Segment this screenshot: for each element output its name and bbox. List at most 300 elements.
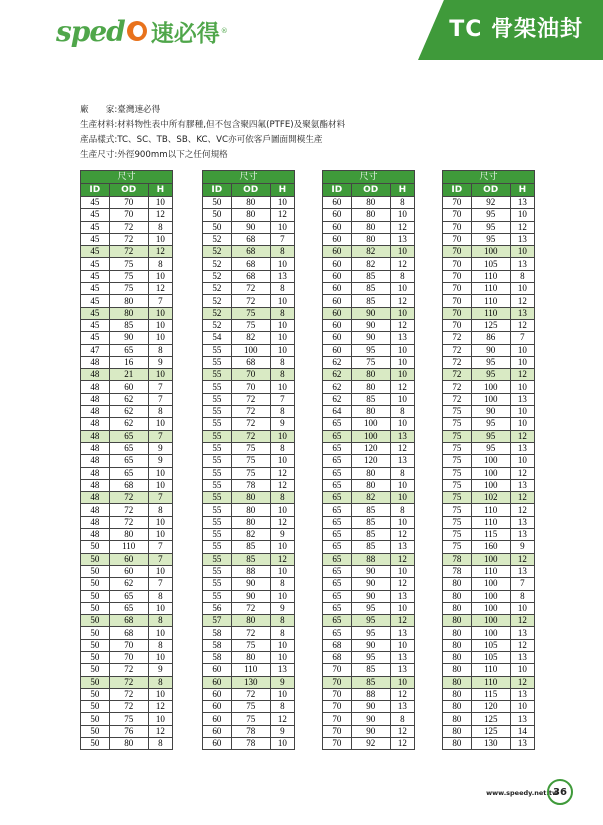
cell-h: 10 [148, 713, 172, 725]
cell-id: 58 [203, 627, 232, 639]
cell-h: 14 [510, 725, 534, 737]
cell-od: 72 [109, 221, 148, 233]
table-row [81, 627, 173, 639]
cell-od: 90 [351, 725, 390, 737]
table-row [443, 504, 535, 516]
cell-h: 7 [510, 578, 534, 590]
footer-url: www.speedy.net.tw [486, 789, 558, 797]
cell-h: 7 [148, 541, 172, 553]
table-row [81, 713, 173, 725]
cell-od: 86 [471, 332, 510, 344]
cell-id: 60 [323, 295, 352, 307]
cell-od: 65 [109, 430, 148, 442]
cell-id: 80 [443, 578, 472, 590]
cell-od: 80 [109, 307, 148, 319]
cell-id: 48 [81, 381, 110, 393]
cell-od: 85 [231, 541, 270, 553]
cell-h: 8 [270, 701, 294, 713]
cell-od: 130 [231, 676, 270, 688]
cell-od: 100 [351, 430, 390, 442]
cell-h: 12 [510, 492, 534, 504]
cell-od: 62 [109, 406, 148, 418]
cell-h: 13 [390, 664, 414, 676]
cell-od: 95 [471, 233, 510, 245]
logo-chinese-name: 速必得 [150, 19, 220, 47]
table-row [81, 455, 173, 467]
cell-h: 10 [270, 738, 294, 750]
cell-h: 10 [390, 283, 414, 295]
table-row [443, 541, 535, 553]
cell-id: 65 [323, 479, 352, 491]
cell-id: 75 [443, 467, 472, 479]
cell-h: 10 [148, 233, 172, 245]
cell-od: 80 [351, 233, 390, 245]
cell-od: 125 [471, 319, 510, 331]
table-row [203, 406, 295, 418]
cell-id: 60 [323, 283, 352, 295]
table-row [443, 529, 535, 541]
cell-od: 80 [231, 651, 270, 663]
table-row [203, 578, 295, 590]
table-row [81, 676, 173, 688]
cell-od: 62 [109, 578, 148, 590]
cell-od: 68 [231, 356, 270, 368]
cell-id: 60 [323, 209, 352, 221]
size-table-2 [202, 170, 295, 750]
cell-h: 13 [390, 332, 414, 344]
cell-id: 65 [323, 467, 352, 479]
cell-id: 65 [323, 442, 352, 454]
cell-id: 52 [203, 246, 232, 258]
cell-id: 80 [443, 627, 472, 639]
cell-od: 110 [471, 270, 510, 282]
table-row [443, 701, 535, 713]
cell-id: 48 [81, 442, 110, 454]
cell-id: 75 [443, 406, 472, 418]
cell-od: 95 [471, 369, 510, 381]
cell-h: 10 [390, 676, 414, 688]
cell-h: 10 [510, 356, 534, 368]
cell-id: 48 [81, 455, 110, 467]
cell-od: 60 [109, 553, 148, 565]
cell-id: 65 [323, 615, 352, 627]
table-row [323, 529, 415, 541]
table-row [443, 221, 535, 233]
table-row [323, 504, 415, 516]
table-row [203, 246, 295, 258]
table-row [443, 565, 535, 577]
cell-h: 8 [270, 307, 294, 319]
table-row [323, 688, 415, 700]
cell-od: 80 [231, 504, 270, 516]
column-header-od: OD [109, 184, 148, 197]
cell-id: 55 [203, 467, 232, 479]
cell-od: 72 [109, 504, 148, 516]
table-row [81, 295, 173, 307]
cell-h: 12 [510, 639, 534, 651]
cell-id: 60 [203, 701, 232, 713]
cell-id: 65 [323, 529, 352, 541]
cell-h: 10 [148, 307, 172, 319]
table-row [203, 258, 295, 270]
cell-id: 80 [443, 688, 472, 700]
cell-id: 45 [81, 221, 110, 233]
cell-h: 8 [148, 258, 172, 270]
cell-id: 65 [323, 418, 352, 430]
cell-od: 80 [231, 492, 270, 504]
cell-h: 12 [390, 319, 414, 331]
cell-id: 65 [323, 602, 352, 614]
cell-od: 75 [109, 713, 148, 725]
cell-id: 70 [323, 725, 352, 737]
cell-id: 54 [203, 332, 232, 344]
cell-h: 8 [270, 356, 294, 368]
table-row [323, 283, 415, 295]
cell-h: 13 [390, 627, 414, 639]
cell-id: 80 [443, 602, 472, 614]
cell-id: 72 [443, 344, 472, 356]
column-header-od: OD [351, 184, 390, 197]
cell-id: 55 [203, 381, 232, 393]
cell-od: 90 [471, 406, 510, 418]
cell-id: 50 [203, 197, 232, 209]
cell-id: 45 [81, 209, 110, 221]
cell-od: 76 [109, 725, 148, 737]
cell-id: 75 [443, 455, 472, 467]
cell-od: 95 [351, 615, 390, 627]
cell-id: 80 [443, 713, 472, 725]
table-row [323, 307, 415, 319]
table-row [203, 381, 295, 393]
cell-od: 72 [231, 627, 270, 639]
table-row [81, 209, 173, 221]
cell-od: 80 [109, 738, 148, 750]
cell-od: 100 [471, 590, 510, 602]
table-row [81, 356, 173, 368]
cell-od: 102 [471, 492, 510, 504]
cell-h: 8 [270, 283, 294, 295]
cell-od: 85 [351, 516, 390, 528]
cell-h: 12 [510, 467, 534, 479]
table-row [203, 664, 295, 676]
cell-h: 10 [390, 492, 414, 504]
cell-id: 78 [443, 565, 472, 577]
cell-h: 9 [148, 356, 172, 368]
table-row [81, 664, 173, 676]
cell-id: 52 [203, 270, 232, 282]
cell-od: 90 [351, 590, 390, 602]
cell-od: 75 [351, 356, 390, 368]
cell-id: 50 [81, 676, 110, 688]
cell-id: 80 [443, 738, 472, 750]
table-row [323, 713, 415, 725]
cell-od: 90 [351, 319, 390, 331]
cell-id: 62 [323, 393, 352, 405]
table-row [323, 553, 415, 565]
cell-od: 95 [351, 651, 390, 663]
cell-od: 75 [231, 307, 270, 319]
table-row [323, 651, 415, 663]
table-row [81, 504, 173, 516]
cell-od: 92 [351, 738, 390, 750]
cell-od: 95 [351, 344, 390, 356]
cell-od: 80 [231, 516, 270, 528]
cell-h: 10 [510, 455, 534, 467]
info-manufacturer: 廠 家:臺灣速必得 [80, 105, 161, 115]
table-row [81, 602, 173, 614]
cell-od: 62 [109, 393, 148, 405]
cell-od: 95 [471, 221, 510, 233]
cell-h: 12 [390, 295, 414, 307]
table-row [323, 393, 415, 405]
cell-h: 10 [270, 688, 294, 700]
table-row [203, 344, 295, 356]
cell-id: 80 [443, 676, 472, 688]
cell-od: 75 [231, 467, 270, 479]
cell-h: 7 [148, 393, 172, 405]
cell-h: 13 [510, 258, 534, 270]
cell-od: 65 [109, 467, 148, 479]
cell-h: 10 [270, 651, 294, 663]
table-row [443, 664, 535, 676]
cell-od: 120 [471, 701, 510, 713]
table-row [323, 676, 415, 688]
cell-id: 48 [81, 504, 110, 516]
cell-od: 90 [231, 590, 270, 602]
cell-h: 8 [270, 442, 294, 454]
cell-id: 62 [323, 381, 352, 393]
cell-id: 48 [81, 393, 110, 405]
cell-od: 105 [471, 258, 510, 270]
cell-od: 100 [471, 455, 510, 467]
cell-od: 110 [471, 504, 510, 516]
cell-id: 80 [443, 615, 472, 627]
cell-id: 55 [203, 479, 232, 491]
cell-id: 70 [323, 738, 352, 750]
cell-od: 110 [471, 283, 510, 295]
cell-od: 110 [471, 565, 510, 577]
cell-id: 65 [323, 504, 352, 516]
cell-id: 50 [203, 221, 232, 233]
cell-od: 130 [471, 738, 510, 750]
cell-id: 70 [443, 221, 472, 233]
table-row [443, 651, 535, 663]
cell-od: 95 [471, 356, 510, 368]
table-row [203, 627, 295, 639]
cell-h: 10 [148, 516, 172, 528]
cell-h: 12 [390, 221, 414, 233]
cell-od: 95 [471, 418, 510, 430]
cell-od: 72 [231, 418, 270, 430]
cell-h: 10 [270, 430, 294, 442]
cell-h: 8 [148, 615, 172, 627]
cell-od: 120 [351, 442, 390, 454]
table-row [443, 639, 535, 651]
cell-id: 50 [81, 701, 110, 713]
table-row [323, 233, 415, 245]
cell-id: 48 [81, 406, 110, 418]
cell-h: 10 [270, 332, 294, 344]
cell-h: 13 [390, 455, 414, 467]
cell-h: 10 [148, 627, 172, 639]
cell-h: 13 [510, 565, 534, 577]
cell-h: 13 [510, 233, 534, 245]
cell-id: 45 [81, 283, 110, 295]
cell-h: 12 [510, 676, 534, 688]
cell-h: 10 [148, 369, 172, 381]
table-row [203, 430, 295, 442]
cell-od: 80 [351, 381, 390, 393]
cell-od: 110 [231, 664, 270, 676]
cell-h: 10 [270, 455, 294, 467]
cell-h: 10 [510, 209, 534, 221]
cell-od: 80 [351, 221, 390, 233]
cell-id: 70 [323, 676, 352, 688]
cell-h: 12 [270, 516, 294, 528]
cell-h: 9 [270, 602, 294, 614]
cell-h: 8 [390, 270, 414, 282]
cell-h: 8 [148, 221, 172, 233]
cell-h: 7 [148, 553, 172, 565]
cell-h: 8 [270, 578, 294, 590]
cell-id: 70 [443, 307, 472, 319]
cell-h: 12 [270, 209, 294, 221]
cell-od: 68 [231, 258, 270, 270]
table-row [323, 455, 415, 467]
table-row [203, 418, 295, 430]
cell-od: 80 [351, 467, 390, 479]
cell-id: 52 [203, 283, 232, 295]
cell-h: 7 [148, 492, 172, 504]
table-row [443, 307, 535, 319]
cell-h: 8 [148, 344, 172, 356]
cell-h: 10 [390, 356, 414, 368]
table-row [81, 307, 173, 319]
cell-id: 48 [81, 492, 110, 504]
cell-od: 110 [471, 516, 510, 528]
cell-id: 55 [203, 565, 232, 577]
table-row [443, 615, 535, 627]
cell-id: 75 [443, 504, 472, 516]
table-row [443, 442, 535, 454]
cell-od: 68 [231, 233, 270, 245]
table-caption: 尺寸 [443, 171, 535, 184]
cell-od: 70 [109, 197, 148, 209]
cell-h: 12 [390, 553, 414, 565]
table-row [443, 246, 535, 258]
cell-od: 72 [231, 688, 270, 700]
cell-od: 85 [351, 504, 390, 516]
table-row [443, 295, 535, 307]
cell-id: 50 [81, 553, 110, 565]
cell-od: 100 [471, 627, 510, 639]
cell-od: 72 [109, 492, 148, 504]
cell-h: 8 [270, 492, 294, 504]
cell-od: 85 [231, 553, 270, 565]
cell-h: 12 [270, 553, 294, 565]
table-row [81, 418, 173, 430]
cell-id: 60 [203, 725, 232, 737]
cell-od: 110 [471, 676, 510, 688]
table-row [443, 283, 535, 295]
cell-od: 72 [109, 676, 148, 688]
cell-od: 75 [231, 713, 270, 725]
cell-h: 12 [510, 615, 534, 627]
cell-id: 65 [323, 627, 352, 639]
cell-id: 45 [81, 319, 110, 331]
cell-h: 9 [270, 529, 294, 541]
cell-od: 115 [471, 529, 510, 541]
page-number: 36 [547, 779, 573, 805]
cell-id: 70 [443, 295, 472, 307]
cell-h: 8 [270, 627, 294, 639]
table-row [323, 209, 415, 221]
table-row [323, 332, 415, 344]
cell-od: 85 [351, 664, 390, 676]
column-header-id: ID [81, 184, 110, 197]
table-row [203, 479, 295, 491]
cell-id: 72 [443, 393, 472, 405]
table-row [443, 418, 535, 430]
cell-od: 90 [231, 578, 270, 590]
cell-od: 75 [231, 442, 270, 454]
cell-h: 9 [270, 725, 294, 737]
cell-id: 75 [443, 479, 472, 491]
column-header-id: ID [323, 184, 352, 197]
cell-od: 78 [231, 738, 270, 750]
cell-h: 12 [390, 258, 414, 270]
table-row [203, 725, 295, 737]
cell-id: 55 [203, 393, 232, 405]
cell-id: 55 [203, 356, 232, 368]
table-row [443, 627, 535, 639]
cell-id: 70 [443, 209, 472, 221]
table-row [203, 307, 295, 319]
cell-h: 12 [148, 725, 172, 737]
cell-h: 10 [148, 197, 172, 209]
cell-id: 65 [323, 553, 352, 565]
cell-h: 12 [510, 430, 534, 442]
cell-id: 72 [443, 356, 472, 368]
table-row [203, 356, 295, 368]
table-row [443, 209, 535, 221]
cell-h: 13 [510, 307, 534, 319]
cell-id: 75 [443, 430, 472, 442]
cell-h: 9 [270, 418, 294, 430]
cell-od: 80 [231, 615, 270, 627]
cell-h: 10 [510, 246, 534, 258]
cell-h: 13 [510, 479, 534, 491]
cell-od: 90 [231, 221, 270, 233]
table-row [203, 688, 295, 700]
cell-od: 85 [351, 529, 390, 541]
column-header-h: H [270, 184, 294, 197]
cell-h: 10 [270, 197, 294, 209]
table-row [81, 233, 173, 245]
cell-od: 80 [351, 479, 390, 491]
cell-id: 55 [203, 344, 232, 356]
cell-h: 8 [390, 467, 414, 479]
cell-od: 65 [109, 344, 148, 356]
cell-od: 78 [231, 725, 270, 737]
cell-h: 10 [270, 258, 294, 270]
size-table-1 [80, 170, 173, 750]
cell-id: 62 [323, 356, 352, 368]
cell-od: 72 [109, 516, 148, 528]
cell-h: 9 [148, 442, 172, 454]
table-row [203, 676, 295, 688]
cell-od: 95 [471, 209, 510, 221]
